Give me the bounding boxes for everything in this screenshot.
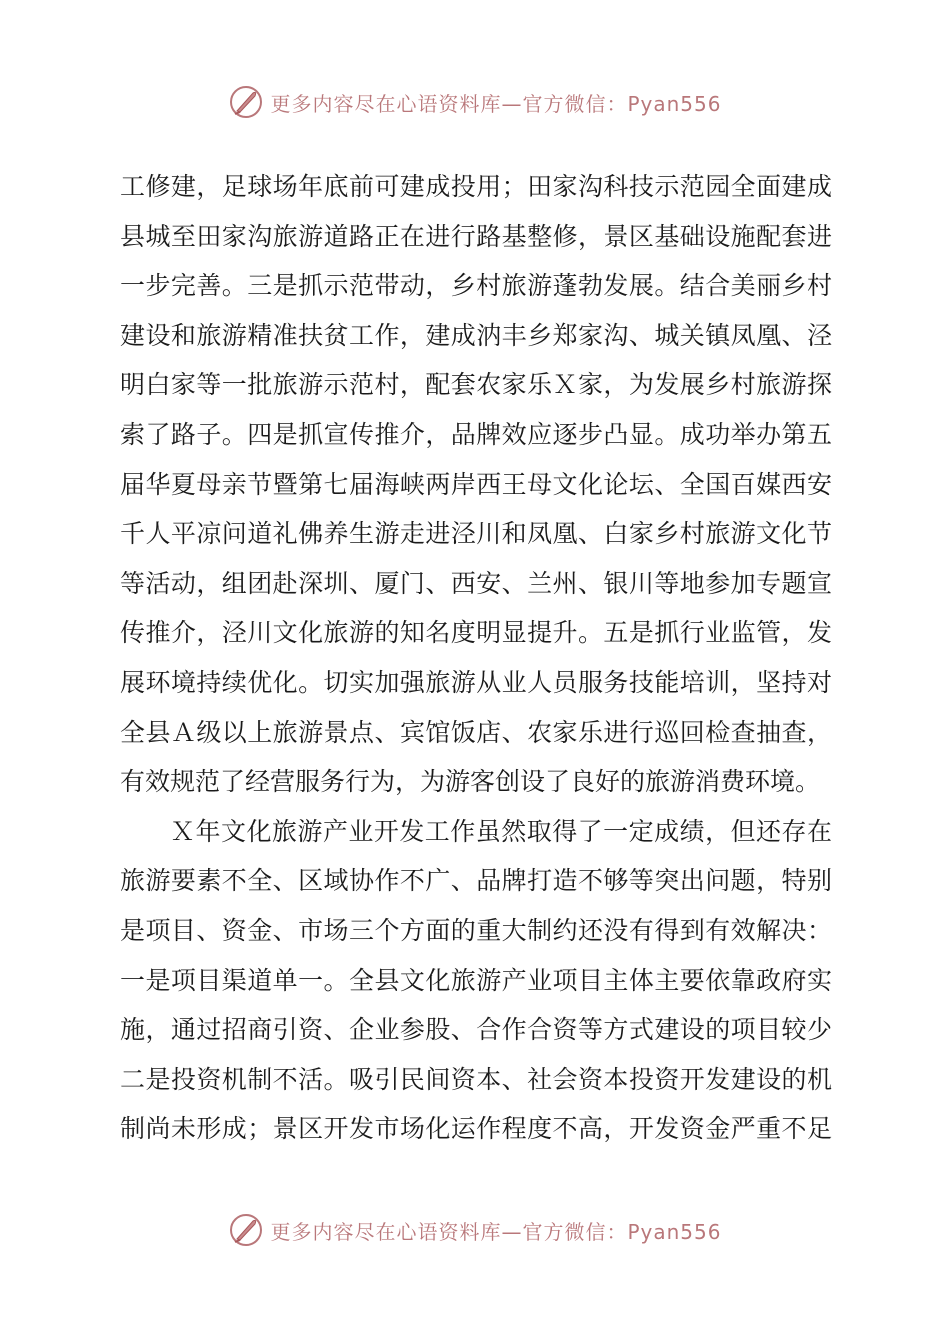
paragraph-2 (120, 807, 832, 1154)
footer-watermark-banner (0, 1210, 950, 1250)
quill-logo-icon (228, 1212, 264, 1248)
text-line: 旅游要素不全、区域协作不广、品牌打造不够等突出问题，特别 (120, 866, 832, 896)
header-watermark-banner (0, 82, 950, 122)
text-line: 一步完善。三是抓示范带动，乡村旅游蓬勃发展。结合美丽乡村 (120, 271, 832, 301)
text-line: 县城至田家沟旅游道路正在进行路基整修，景区基础设施配套进 (120, 221, 832, 251)
watermark-text: 更多内容尽在心语资料库—官方微信：Pyan556 (270, 1219, 722, 1244)
text-line: 二是投资机制不活。吸引民间资本、社会资本投资开发建设的机 (120, 1064, 832, 1094)
paragraph-1 (120, 162, 832, 807)
watermark-text: 更多内容尽在心语资料库—官方微信：Pyan556 (270, 91, 722, 116)
text-line: 一是项目渠道单一。全县文化旅游产业项目主体主要依靠政府实 (120, 965, 832, 995)
text-line: 明白家等一批旅游示范村，配套农家乐Ｘ家，为发展乡村旅游探 (120, 370, 832, 400)
text-line: 千人平凉问道礼佛养生游走进泾川和凤凰、白家乡村旅游文化节 (120, 519, 832, 549)
text-line: 建设和旅游精准扶贫工作，建成汭丰乡郑家沟、城关镇凤凰、泾 (120, 320, 832, 350)
text-line: 展环境持续优化。切实加强旅游从业人员服务技能培训，坚持对 (120, 667, 832, 697)
text-line: 届华夏母亲节暨第七届海峡两岸西王母文化论坛、全国百媒西安 (120, 469, 832, 499)
text-line: 制尚未形成；景区开发市场化运作程度不高，开发资金严重不足 (120, 1114, 832, 1144)
document-body (120, 162, 832, 1154)
text-line: 等活动，组团赴深圳、厦门、西安、兰州、银川等地参加专题宣 (120, 568, 832, 598)
text-line: 施，通过招商引资、企业参股、合作合资等方式建设的项目较少 (120, 1015, 832, 1045)
text-line: 工修建，足球场年底前可建成投用；田家沟科技示范园全面建成 (120, 172, 832, 201)
text-line: Ｘ年文化旅游产业开发工作虽然取得了一定成绩，但还存在 (170, 816, 832, 846)
text-line: 有效规范了经营服务行为，为游客创设了良好的旅游消费环境。 (120, 767, 821, 797)
text-line: 全县Ａ级以上旅游景点、宾馆饭店、农家乐进行巡回检查抽查， (120, 717, 832, 747)
text-line: 传推介，泾川文化旅游的知名度明显提升。五是抓行业监管，发 (120, 618, 832, 648)
text-line: 索了路子。四是抓宣传推介，品牌效应逐步凸显。成功举办第五 (120, 419, 832, 449)
quill-logo-icon (228, 84, 264, 120)
text-line: 是项目、资金、市场三个方面的重大制约还没有得到有效解决： (120, 915, 832, 945)
